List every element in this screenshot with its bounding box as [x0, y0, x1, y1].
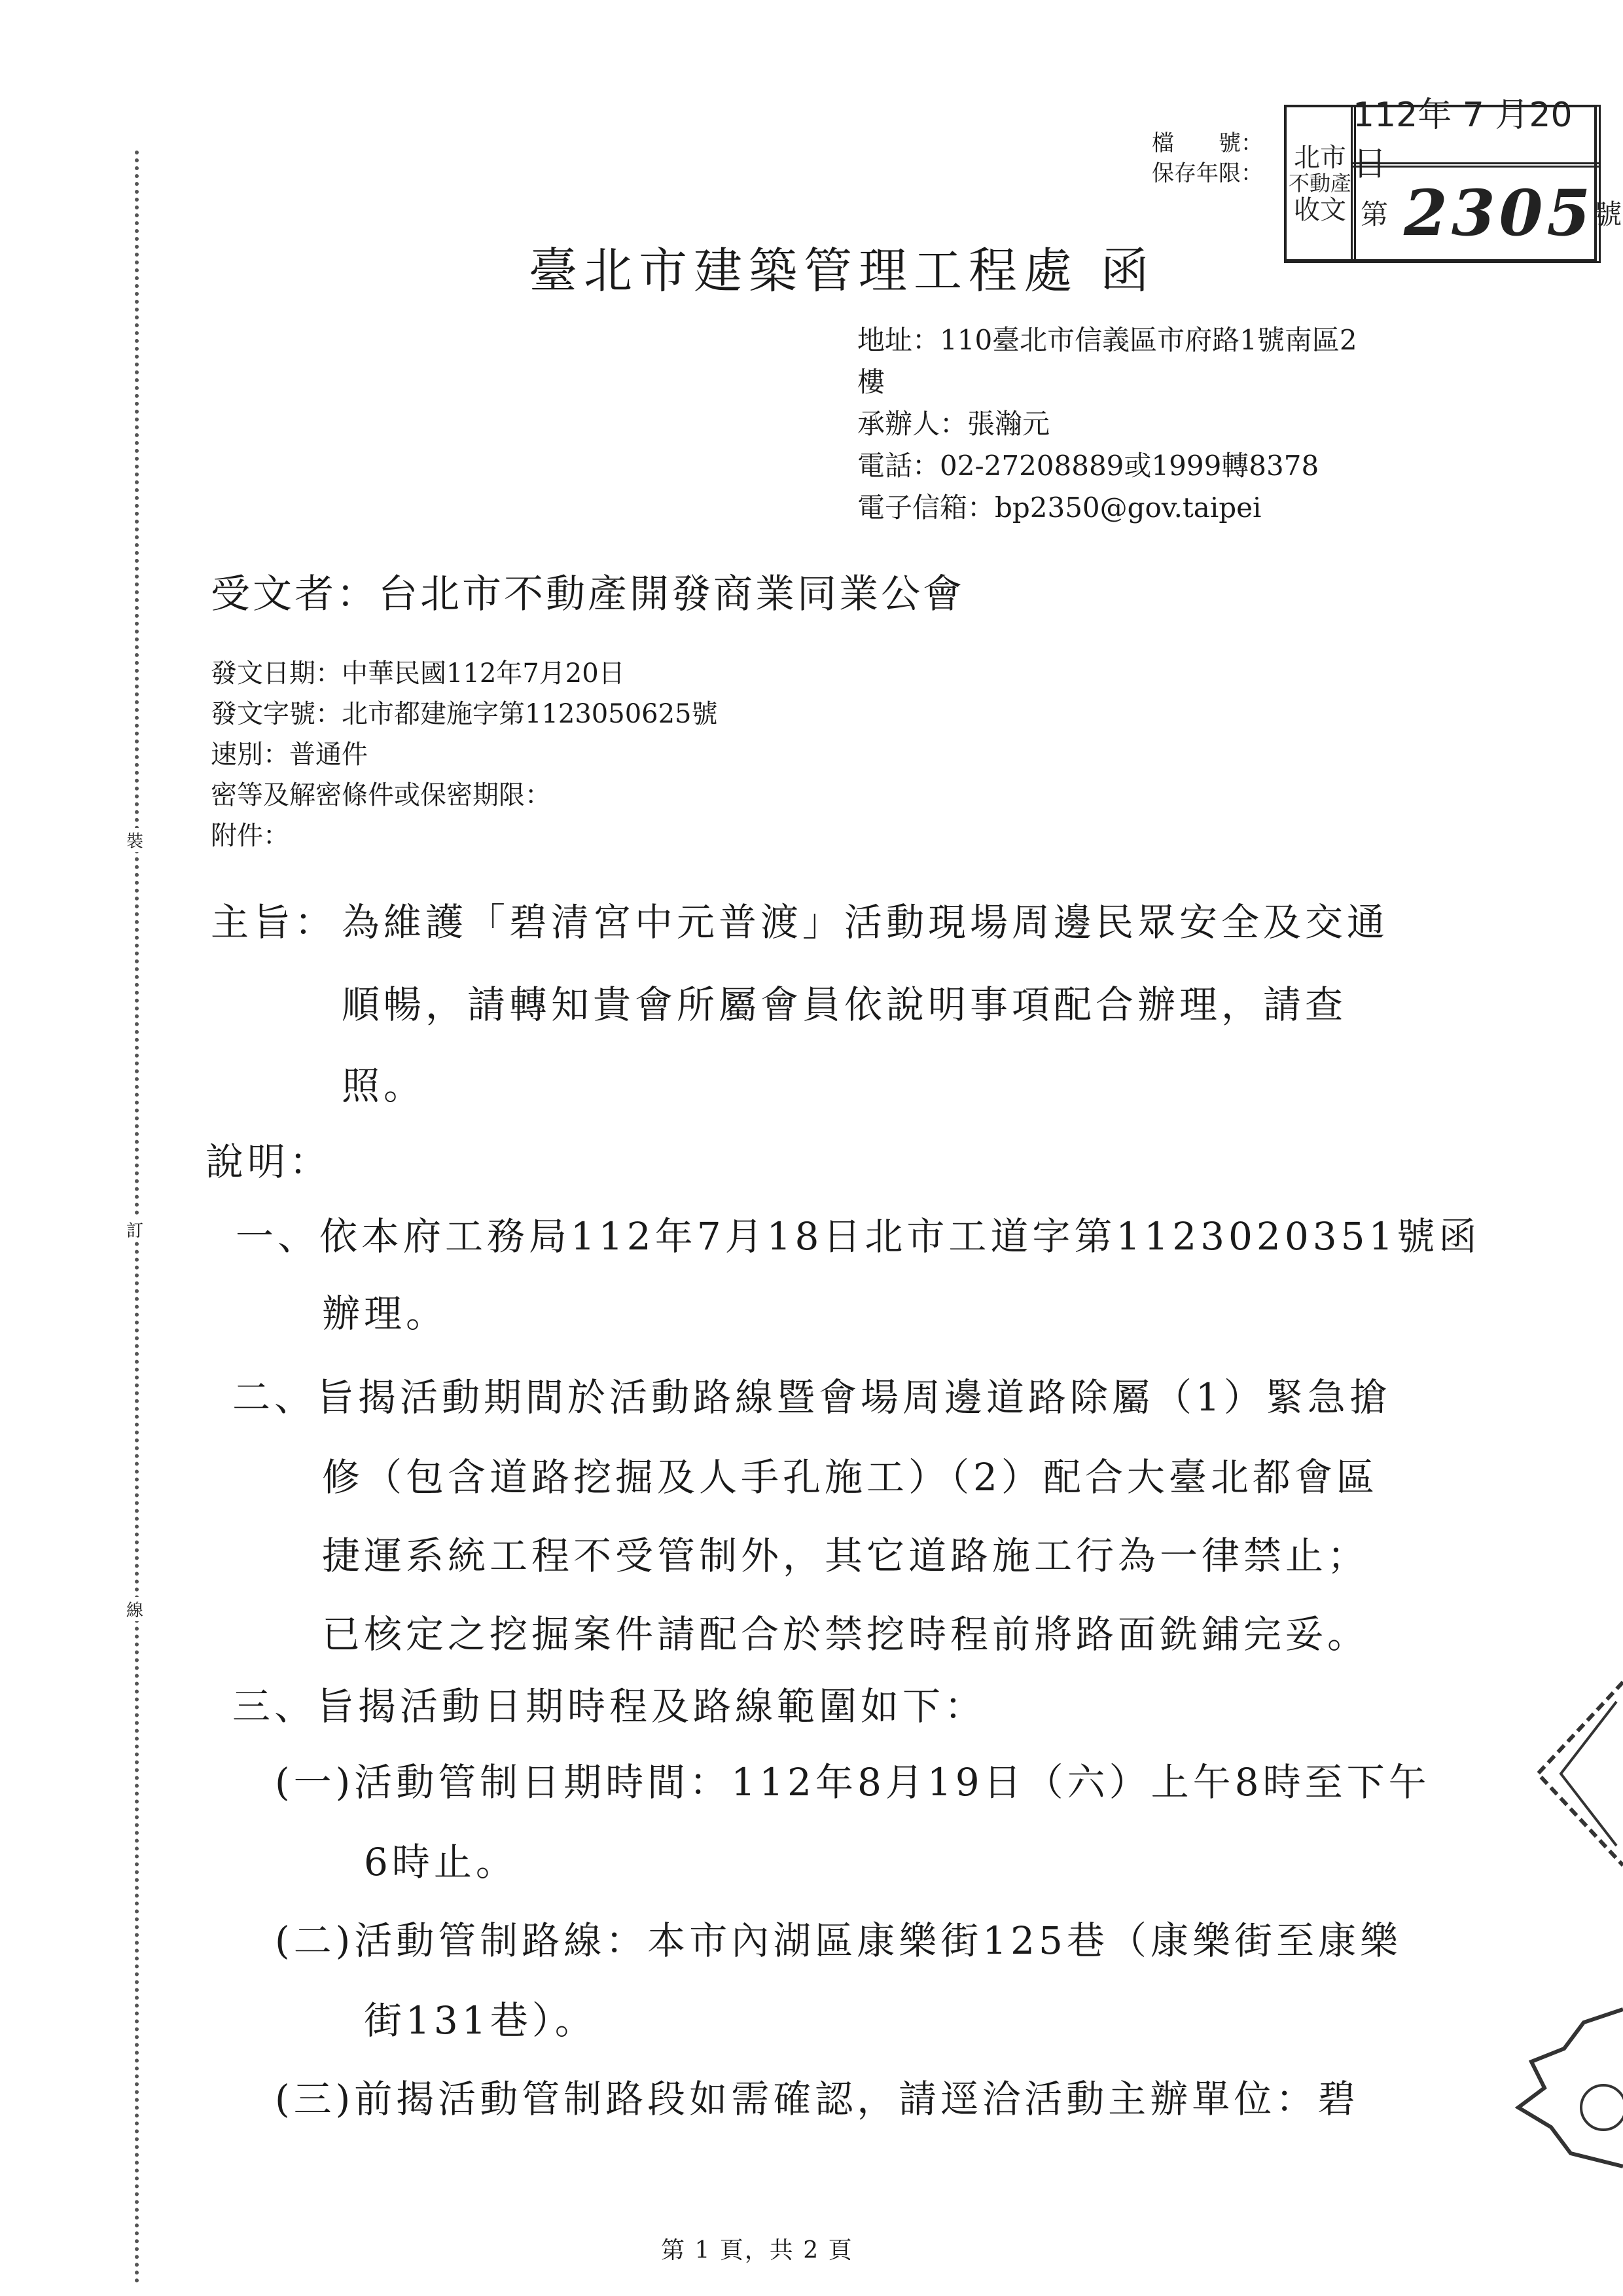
explanation-label: 說明：	[205, 1139, 332, 1184]
contact-handler: 承辦人：張瀚元	[857, 408, 1050, 440]
attachments: 附件：	[211, 821, 289, 851]
seal-stamp-lower	[1505, 2003, 1623, 2173]
stamp-org-line2: 不動產	[1288, 171, 1351, 196]
explanation-item3-line1: 三、旨揭活動日期時程及路線範圍如下：	[232, 1684, 987, 1729]
delivery-speed: 速別：普通件	[211, 740, 368, 770]
contact-address: 地址：110臺北市信義區市府路1號南區2	[857, 324, 1357, 356]
binding-mark-ding: 訂	[120, 1217, 149, 1242]
received-stamp	[1284, 96, 1622, 262]
explanation-sub2-line1: (二)活動管制路線：本市內湖區康樂街125巷（康樂街至康樂	[275, 1918, 1402, 1963]
explanation-item1-line2: 辦理。	[322, 1291, 448, 1336]
subject-line-1: 為維護「碧清宮中元普渡」活動現場周邊民眾安全及交通	[342, 900, 1389, 944]
stamp-number-suffix: 號	[1594, 198, 1622, 230]
security-level: 密等及解密條件或保密期限：	[211, 780, 551, 810]
retention-period-label: 保存年限：	[1152, 160, 1263, 187]
stamp-date: 112年 7 月20日	[1351, 105, 1601, 168]
explanation-sub1-line2: 6時止。	[364, 1840, 518, 1884]
archive-labels	[1152, 128, 1263, 188]
stamp-number-handwritten: 2305	[1404, 175, 1595, 250]
binding-mark-xian: 線	[120, 1597, 149, 1621]
stamp-organization	[1284, 105, 1356, 263]
page-footer: 第 1 頁，共 2 頁	[661, 2237, 853, 2264]
contact-phone: 電話：02-27208889或1999轉8378	[857, 450, 1319, 482]
explanation-item2-line3: 捷運系統工程不受管制外，其它道路施工行為一律禁止；	[322, 1534, 1370, 1578]
explanation-sub2-line2: 街131巷）。	[364, 1998, 597, 2043]
explanation-item2-line4: 已核定之挖掘案件請配合於禁挖時程前將路面銑鋪完妥。	[322, 1612, 1370, 1657]
explanation-sub3-line1: (三)前揭活動管制路段如需確認，請逕洽活動主辦單位：碧	[275, 2077, 1360, 2121]
stamp-org-line3: 收文	[1294, 194, 1346, 225]
recipient: 受文者：台北市不動產開發商業同業公會	[211, 571, 965, 617]
explanation-item2-line1: 二、旨揭活動期間於活動路線暨會場周邊道路除屬（1）緊急搶	[232, 1375, 1391, 1420]
file-number-label: 檔 號：	[1152, 130, 1263, 156]
explanation-item1-line1: 一、依本府工務局112年7月18日北市工道字第1123020351號函	[236, 1214, 1481, 1259]
subject-line-3: 照。	[342, 1064, 426, 1108]
stamp-number-prefix: 第	[1361, 198, 1389, 230]
stamp-number	[1351, 162, 1622, 263]
explanation-sub1-line1: (一)活動管制日期時間：112年8月19日（六）上午8時至下午	[275, 1760, 1431, 1804]
document-number: 發文字號：北市都建施字第1123050625號	[211, 699, 718, 729]
contact-email: 電子信箱：bp2350@gov.taipei	[857, 492, 1262, 524]
contact-address-continued: 樓	[857, 366, 885, 398]
document-title: 臺北市建築管理工程處 函	[529, 243, 1156, 299]
issue-date: 發文日期：中華民國112年7月20日	[211, 658, 625, 689]
subject-label: 主旨：	[211, 900, 337, 944]
seal-stamp-upper	[1499, 1676, 1623, 1872]
stamp-org-line1: 北市	[1294, 143, 1346, 173]
explanation-item2-line2: 修（包含道路挖掘及人手孔施工）（2）配合大臺北都會區	[322, 1455, 1378, 1499]
binding-mark-zhuang: 裝	[120, 828, 149, 852]
subject-line-2: 順暢，請轉知貴會所屬會員依說明事項配合辦理，請查	[342, 982, 1347, 1027]
